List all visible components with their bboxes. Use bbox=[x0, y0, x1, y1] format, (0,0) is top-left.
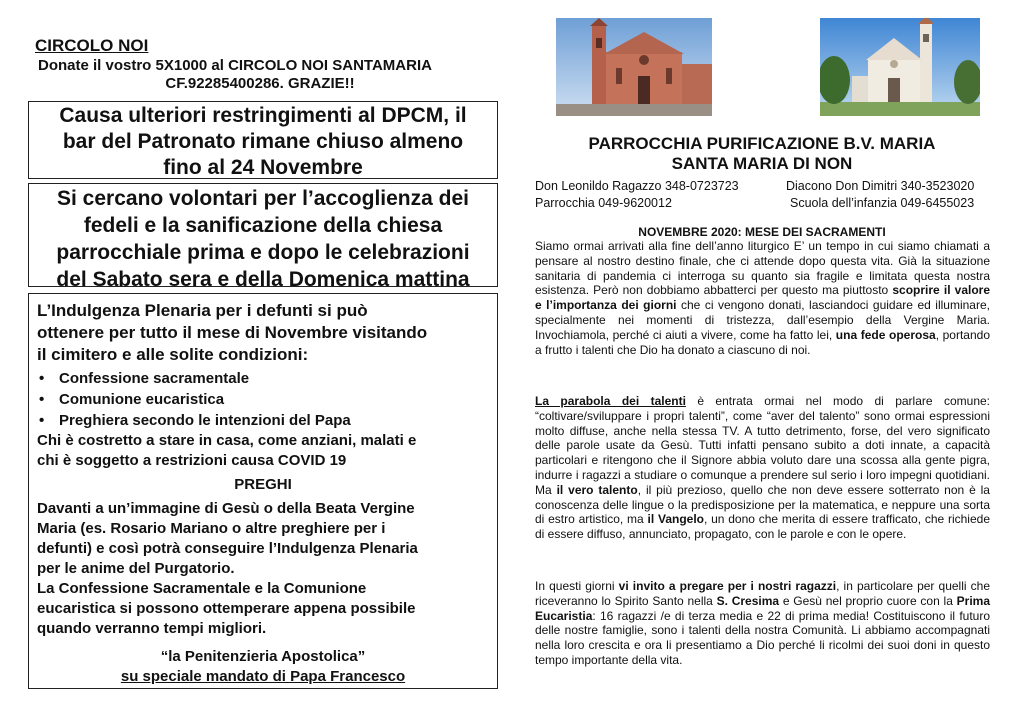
notice-line: del Sabato sera e della Domenica mattina bbox=[56, 268, 470, 291]
confession-line: eucaristica si possono ottemperare appena possibile bbox=[37, 600, 416, 617]
notice-line: Causa ulteriori restringimenti al DPCM, il bbox=[59, 104, 467, 127]
prayers-line: defunti) e così potrà conseguire l’Indulgenza Plenaria bbox=[37, 540, 418, 557]
conditions-list bbox=[37, 368, 489, 431]
prayers-line: Maria (es. Rosario Mariano o altre preghiere per i bbox=[37, 520, 386, 537]
bullet-icon: • bbox=[39, 412, 45, 429]
paragraph-text: : 16 ragazzi /e di terza media e 22 di prima media! Costituiscono il futuro delle nostre famiglie, sono i talenti della nostra Comunità. Li abbiamo accompagnati nella loro crescita e ora li presentiamo a Dio perché li ricolmi dei suoi doni in questo tempo importante della vita. bbox=[535, 608, 990, 667]
paragraph-text: che ci vengono donati, lasciandoci guidare ed illuminare, specialmente nei momenti di tristezza, dall’esempio della Vergine Maria. Invochiamola, perché ci aiuti a vivere, come ha fatto lei, bbox=[535, 298, 990, 342]
paragraph-talents bbox=[535, 394, 990, 542]
paragraph-text: In questi giorni bbox=[535, 579, 619, 593]
prayers-line: Davanti a un’immagine di Gesù o della Beata Vergine bbox=[37, 500, 415, 517]
circolo-fiscal-code: CF.92285400286. GRAZIE!! bbox=[165, 75, 355, 92]
bullet-icon: • bbox=[39, 391, 45, 408]
newsletter-title: NOVEMBRE 2020: MESE DEI SACRAMENTI bbox=[638, 225, 886, 239]
prayers-line: per le anime del Purgatorio. bbox=[37, 560, 235, 577]
paragraph-youth bbox=[535, 579, 990, 668]
condition-text: Preghiera secondo le intenzioni del Papa bbox=[59, 412, 351, 429]
intro-line: il cimitero e alle solite condizioni: bbox=[37, 345, 309, 364]
intro-line: L’Indulgenza Plenaria per i defunti si può bbox=[37, 301, 368, 320]
signature-penitenzieria: “la Penitenzieria Apostolica” bbox=[160, 648, 366, 665]
home-line: chi è soggetto a restrizioni causa COVID 19 bbox=[37, 452, 347, 469]
volunteers-notice bbox=[28, 183, 498, 291]
confession-line: La Confessione Sacramentale e la Comunione bbox=[37, 580, 367, 597]
contact-deacon: Diacono Don Dimitri 340-3523020 bbox=[786, 179, 975, 193]
parish-name: PARROCCHIA PURIFICAZIONE B.V. MARIA bbox=[588, 134, 936, 153]
emphasis-text: vi invito a pregare per i nostri ragazzi bbox=[618, 579, 837, 593]
circolo-donation-line: Donate il vostro 5X1000 al CIRCOLO NOI SANTAMARIA bbox=[38, 57, 432, 74]
church-photo-right bbox=[820, 18, 980, 116]
paragraph-sacraments bbox=[535, 239, 990, 357]
paragraph-text: , un dono che merita di essere trafficato, che richiede di essere diffuso, annunciato, propagato, con le parole e con le opere. bbox=[535, 512, 990, 542]
list-item bbox=[37, 389, 489, 410]
emphasis-text: S. Cresima bbox=[716, 593, 780, 608]
condition-text: Comunione eucaristica bbox=[59, 391, 225, 408]
contact-parish-priest: Don Leonildo Ragazzo 348-0723723 bbox=[535, 179, 739, 193]
paragraph-text: e Gesù nel proprio cuore con la bbox=[779, 593, 957, 608]
emphasis-text: scoprire il valore e l’importanza dei giorni bbox=[535, 283, 991, 313]
prayers-heading: PREGHI bbox=[234, 476, 292, 493]
emphasis-text: una fede operosa bbox=[835, 327, 936, 342]
notice-line: fedeli e la sanificazione della chiesa bbox=[83, 214, 443, 237]
indulgence-notice bbox=[28, 293, 498, 689]
confession-line: quando verranno tempi migliori. bbox=[37, 620, 267, 637]
parish-location: SANTA MARIA DI NON bbox=[671, 154, 853, 173]
notice-line: bar del Patronato rimane chiuso almeno bbox=[62, 130, 464, 153]
intro-line: ottenere per tutto il mese di Novembre visitando bbox=[37, 323, 428, 342]
bar-closure-notice bbox=[28, 101, 498, 179]
circolo-title: CIRCOLO NOI bbox=[35, 36, 149, 55]
notice-line: parrocchiale prima e dopo le celebrazioni bbox=[56, 241, 470, 264]
contact-parish-office: Parrocchia 049-9620012 bbox=[535, 196, 672, 210]
paragraph-text: Siamo ormai arrivati alla fine dell’anno liturgico E’ un tempo in cui siamo chiamati a pensare al nostro destino finale, che ci attende dopo questa vita. Già la situazione sanitaria di pandemia ci interroga su quanto sia fragile e limitata questa nostra esistenza. Però non dobbiamo abbatterci per questo ma piuttosto bbox=[535, 239, 990, 298]
paragraph-text: , il più prezioso, quello che non deve essere sotterrato non è la conoscenza delle lingue o la predisposizione per la matematica, e neppure una sorta di estro artistico, ma bbox=[535, 482, 990, 527]
paragraph-text: , in particolare per quelli che riceveranno lo Spirito Santo nella bbox=[535, 579, 990, 608]
list-item bbox=[37, 410, 489, 431]
paragraph-text: , portando a frutto i talenti che Dio ha donato a ciascuno di noi. bbox=[535, 327, 990, 357]
notice-line: Si cercano volontari per l’accoglienza dei bbox=[57, 187, 469, 210]
church-photo-left bbox=[556, 18, 712, 116]
emphasis-text: il vero talento bbox=[556, 482, 638, 497]
bullet-icon: • bbox=[39, 370, 45, 387]
list-item bbox=[37, 368, 489, 389]
emphasis-text: il Vangelo bbox=[647, 512, 704, 527]
emphasis-text: La parabola dei talenti bbox=[535, 394, 686, 408]
emphasis-text: Prima Eucaristia bbox=[535, 593, 990, 623]
condition-text: Confessione sacramentale bbox=[59, 370, 250, 387]
home-line: Chi è costretto a stare in casa, come anziani, malati e bbox=[37, 432, 417, 449]
paragraph-text: è entrata ormai nel modo di parlare comune: “coltivare/sviluppare i propri talenti”, come “aver del talento” sono ormai espressioni molto diffuse, anche nella stessa TV. A tutto detrimento, forse, del vero significato delle parole usate da Gesù. Tutti infatti pensano subito a doti innate, a capacità particolari e ritengono che il Signore abbia voluto dare una scossa alla gente pigra, indurre i ragazzi a studiare o comunque a prendere sul serio i loro impegni quotidiani. Ma bbox=[535, 394, 991, 497]
signature-mandate: su speciale mandato di Papa Francesco bbox=[120, 668, 406, 685]
notice-line: fino al 24 Novembre bbox=[163, 156, 363, 179]
contact-kindergarten: Scuola dell’infanzia 049-6455023 bbox=[790, 196, 975, 210]
